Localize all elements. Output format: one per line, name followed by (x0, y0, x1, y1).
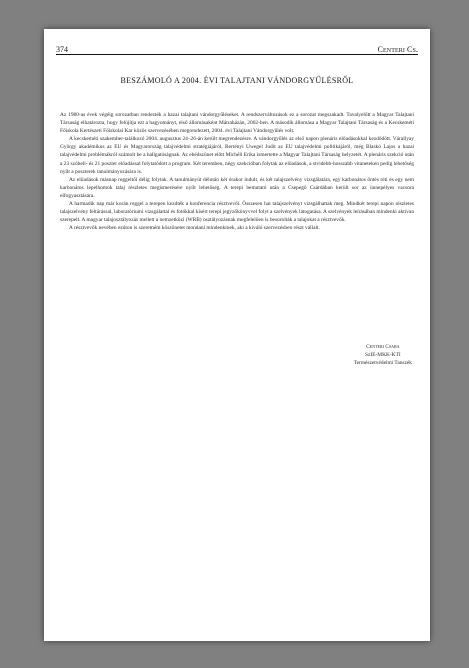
signature-block (354, 343, 412, 367)
signature-department: Természetvédelmi Tanszék (353, 360, 412, 367)
page-number: 374 (56, 45, 68, 54)
paragraph: A résztvevők nevében ezúton is szeretném köszönetet mondani mindenkinek, aki a kiváló szervezésben részt vállalt. (69, 225, 320, 232)
running-author: Centeri Cs. (377, 45, 418, 54)
paragraph: Az 1980-as évek végéig sorozatban rendezték a hazai talajtani vándorgyűléseket. A rendszerváltozások ez a sorozat megszakadt. Tavalyelőtt a Magyar Talajtani Társaság elhatározta, hogy felújítja ezt a hagyományt, első állomásaként Mátraházán, 2002-ben. A második állomása a Magyar Talajtani Társaság és a Kecskeméti Főiskola Kertészeti Főiskolai Kar közös szervezésében megrendezett, 2004. évi Talajtani Vándorgyűlés volt. (60, 112, 414, 135)
paragraph: A harmadik nap már korán reggel a terepen kezdték a konferencia résztvevői. Összesen hat talajszelvényt vizsgálhattak meg. Mindkét terepi napon részletes talajszelvény feltárással, laboratóriumi vizsgálattal és fotókkal kísért terepi jegyzőkönyvvel folyt a szelvények látogatása. A szelvények leírásában mindenki aktívan szerepelt. A magyar talajosztályozás mellett a nemzetközi (WRB) osztályozásnak megfelelően is besorolták a talajokat a résztvevők. (60, 201, 415, 224)
signature-institution: SzIE-MKK-KTI (365, 352, 401, 359)
document-page (44, 29, 430, 641)
article-body (60, 111, 414, 232)
signature-name: Centeri Csaba (366, 344, 400, 350)
article-title: BESZÁMOLÓ A 2004. ÉVI TALAJTANI VÁNDORGYŰLÉSRŐL (120, 76, 354, 85)
paragraph: Az előadások másnap reggeltől délig folytak. A tanulmányút délután két órakor indult, és két talajszelvény vizsgálatára, egy karbonátos öntés réti és egy nem karbonátos lepelhomok talaj részletes megismerésére nyílt lehetőség. A terepi bemutató után a Csepegő Csárdában került sor az ünnepélyes vacsora elfogyasztására. (60, 176, 414, 199)
paragraph: A kecskeméti szakember-találkozó 2004. augusztus 24–26-án került megrendezésre. A vándorgyűlés az első napon plenáris előadásokkal kezdődött. Várallyay György akadémikus az EU és Magyarország talajvédelmi stratégiájáról, Bertényi Uwegel Judit az EU talajvédelmi politikájáról, még Blaskó Lajos a hazai talajvédelmi problémákról számolt be a hallgatóságnak. Az ebédszünet előtt Michéli Erika ismertette a Magyar Talajtani Társaság helyzetét. A plenáris szekció után a 23 szóbeli- és 21 poszter előadással folytatódott a program. Két teremben, négy szekcióban folytak az előadások, a stvidebb-hosszabb vitaneteken pedig lehetőség nyílt a poszterek tanulmányozására is. (60, 136, 414, 175)
running-header (56, 38, 418, 55)
